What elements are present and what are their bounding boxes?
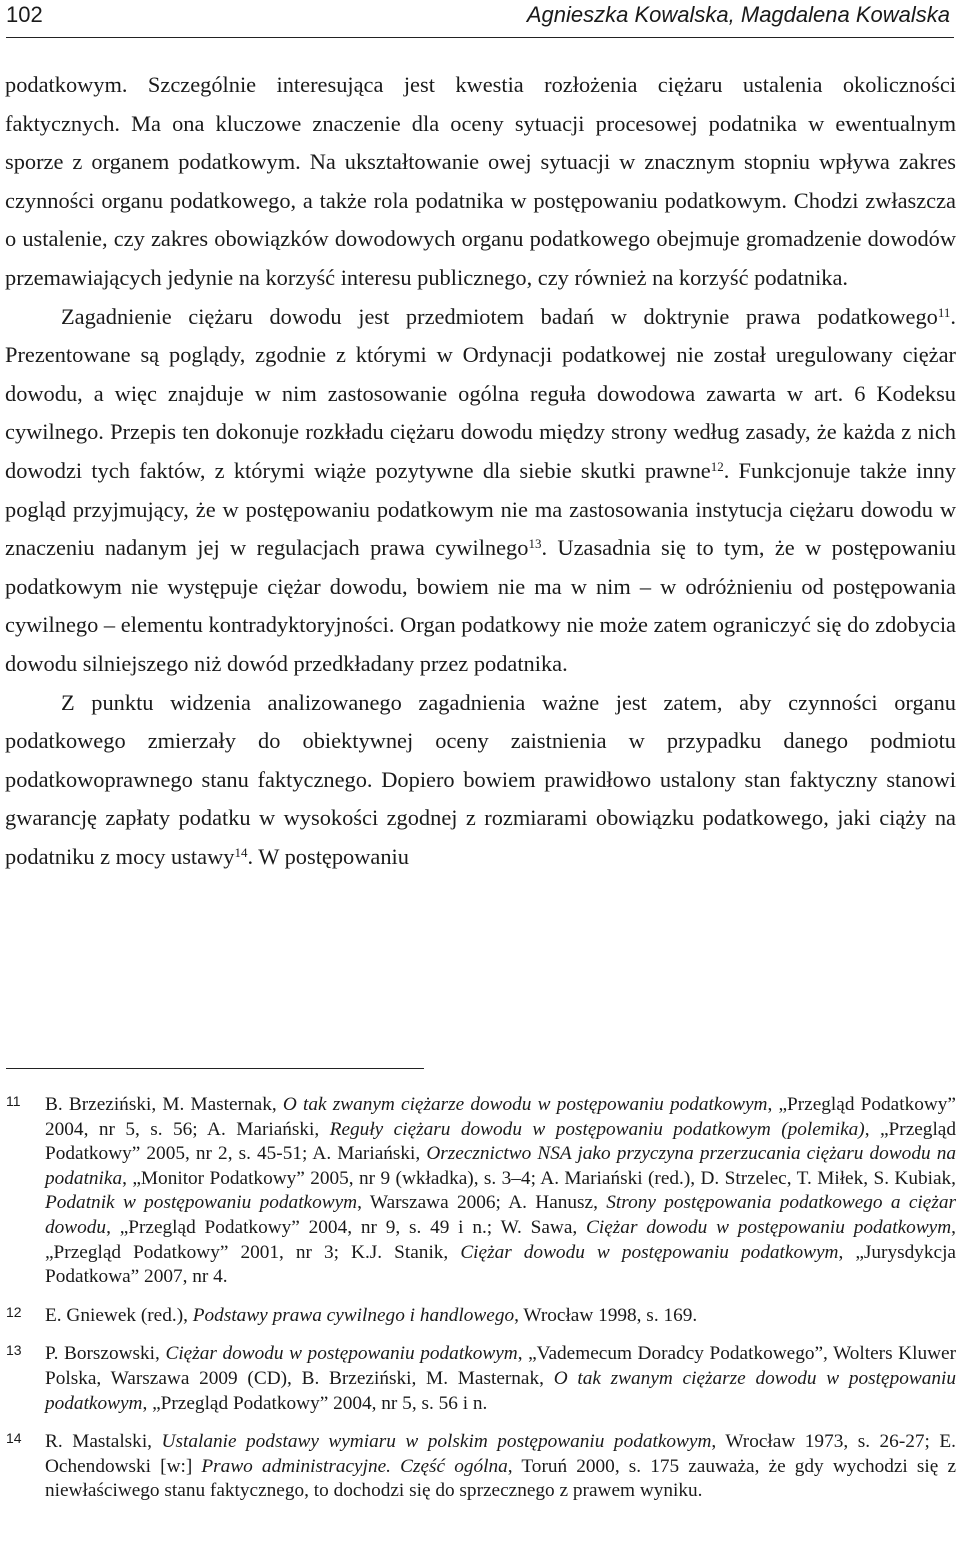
footnote-text-segment: , „Przegląd Podatkowy” 2005, nr 2, s. 45-51; A. Mariański, — [45, 1118, 957, 1165]
footnote-text-segment: , „Przegląd Podatkowy” 2004, nr 9, s. 49 i n.; W. Sawa, — [106, 1216, 587, 1238]
footnote-text-segment: E. Gniewek (red.), — [45, 1304, 193, 1326]
running-title: Agnieszka Kowalska, Magdalena Kowalska — [526, 2, 950, 27]
footnote-12 — [6, 1304, 956, 1329]
footnote-title-italic: Podstawy prawa cywilnego i handlowego — [192, 1304, 515, 1326]
footnote-number: 12 — [6, 1303, 22, 1320]
footnote-text-segment: P. Borszowski, — [45, 1343, 166, 1365]
footnote-number: 14 — [6, 1430, 22, 1447]
paragraph-3-part-b: . W postępowaniu — [247, 843, 409, 869]
footnote-ref-12[interactable]: 12 — [710, 458, 724, 474]
footnote-text-segment: B. Brzeziński, M. Masternak, — [45, 1094, 283, 1115]
footnote-title-italic: Strony postępowania podatkowego a ciężar dowodu — [45, 1192, 956, 1238]
footnote-title-italic: Orzecznictwo NSA jako przyczyna przerzucania ciężaru dowodu na podatnika — [45, 1143, 956, 1189]
footnote-text-segment: , „Przegląd Podatkowy” 2004, nr 5, s. 56; A. Mariański, — [45, 1094, 956, 1140]
paragraph-2-part-d: . Uzasadnia się to tym, że w postępowaniu podatkowym nie występuje ciężar dowodu, bowiem nie ma w nim – w odróżnieniu od postępowania cywilnego – elementu kontradyktoryjności. Organ podatkowy nie może zatem ograniczyć się do zdobycia dowodu silniejszego niż dowód przedkładany przez podatnika. — [5, 535, 956, 676]
footnote-title-italic: O tak zwanym ciężarze dowodu w postępowaniu podatkowym — [45, 1367, 956, 1414]
paragraph-2-part-b: . Prezentowane są poglądy, zgodnie z którymi w Ordynacji podatkowej nie został uregulowany ciężar dowodu, a więc znajduje w nim zastosowanie ogólna reguła dowodowa zawarta w art. 6 Kodeksu cywilnego. Przepis ten dokonuje rozkładu ciężaru dowodu między strony według zasady, że każda z nich dowodzi tych faktów, z którymi wiąże pozytywne dla siebie skutki prawne — [5, 303, 956, 483]
footnote-text — [45, 1093, 956, 1290]
footnote-title-italic: Ciężar dowodu w postępowaniu podatkowym — [165, 1343, 518, 1365]
footnote-number: 11 — [6, 1093, 21, 1109]
paragraph-1: podatkowym. Szczególnie interesująca jest kwestia rozłożenia ciężaru ustalenia okoliczności faktycznych. Ma ona kluczowe znaczenie dla oceny sytuacji procesowej podatnika w ewentualnym sporze z organem podatkowym. Na ukształtowanie owej sytuacji w znacznym stopniu wpływa zakres czynności organu podatkowego, a także rola podatnika w postępowaniu podatkowym. Chodzi zwłaszcza o ustalenie, czy zakres obowiązków dowodowych organu podatkowego obejmuje gromadzenie dowodów przemawiających jedynie na korzyść interesu publicznego, czy również na korzyść podatnika. — [5, 72, 956, 290]
footnote-title-italic: Ustalanie podstawy wymiaru w polskim postępowaniu podatkowym — [161, 1431, 712, 1453]
footnote-text-segment: , Warszawa 2006; A. Hanusz, — [357, 1192, 607, 1214]
footnote-11 — [6, 1093, 956, 1290]
footnote-text-segment: , „Przegląd Podatkowy” 2001, nr 3; K.J. Stanik, — [45, 1216, 956, 1263]
paragraph-3-part-a: Z punktu widzenia analizowanego zagadnienia ważne jest zatem, aby czynności organu podatkowego zmierzały do obiektywnej oceny zaistnienia w przypadku danego podmiotu podatkowoprawnego stanu faktycznego. Dopiero bowiem prawidłowo ustalony stan faktyczny stanowi gwarancję zapłaty podatku w wysokości zgodnej z rozmiarami obowiązku podatkowego, jaki ciąży na podatniku z mocy ustawy — [5, 689, 956, 869]
footnotes-section — [6, 1083, 956, 1518]
footnote-text-segment: , Toruń 2000, s. 175 zauważa, że gdy wychodzi się z niewłaściwego stanu faktycznego, to dochodzi się do sprzecznego z prawem wyniku. — [45, 1455, 956, 1502]
page-header — [6, 0, 954, 38]
footnote-ref-13[interactable]: 13 — [528, 535, 542, 551]
footnote-14 — [6, 1430, 956, 1504]
footnote-title-italic: Ciężar dowodu w postępowaniu podatkowym — [460, 1241, 839, 1263]
footnote-ref-14[interactable]: 14 — [234, 844, 248, 860]
footnote-text-segment: R. Mastalski, — [45, 1431, 162, 1453]
footnote-title-italic: Podatnik w postępowaniu podatkowym — [45, 1192, 358, 1214]
footnote-text-segment: , „Vademecum Doradcy Podatkowego”, Wolters Kluwer Polska, Warszawa 2009 (CD), B. Brzeziński, M. Masternak, — [45, 1343, 956, 1389]
footnote-text — [45, 1304, 956, 1329]
footnote-title-italic: Reguły ciężaru dowodu w postępowaniu podatkowym (polemika) — [329, 1118, 865, 1140]
paragraph-2-part-c: . Funkcjonuje także inny pogląd przyjmujący, że w postępowaniu podatkowym nie ma zastosowania instytucja ciężaru dowodu w znaczeniu nadanym jej w regulacjach prawa cywilnego — [5, 457, 956, 561]
paragraph-2 — [5, 298, 956, 684]
footnote-text-segment: , „Przegląd Podatkowy” 2004, nr 5, s. 56 i n. — [142, 1392, 488, 1414]
footnote-title-italic: Ciężar dowodu w postępowaniu podatkowym — [586, 1216, 952, 1238]
footnote-text — [45, 1430, 956, 1504]
main-text — [5, 66, 956, 876]
footnote-text-segment: , Wrocław 1998, s. 169. — [514, 1304, 698, 1326]
footnote-13 — [6, 1342, 956, 1416]
footnote-text-segment: , „Monitor Podatkowy” 2005, nr 9 (wkładka), s. 3–4; A. Mariański (red.), D. Strzelec, T. Miłek, S. Kubiak, — [122, 1167, 956, 1189]
footnote-text-segment: , Wrocław 1973, s. 26-27; E. Ochendowski [w:] — [45, 1431, 956, 1477]
paragraph-2-part-a: Zagadnienie ciężaru dowodu jest przedmiotem badań w doktrynie prawa podatkowego — [61, 303, 938, 329]
paragraph-3 — [5, 684, 956, 877]
footnote-text — [45, 1342, 956, 1416]
footnote-number: 13 — [6, 1342, 22, 1359]
page-number: 102 — [6, 2, 43, 27]
footnote-divider — [6, 1068, 424, 1069]
footnote-title-italic: O tak zwanym ciężarze dowodu w postępowaniu podatkowym — [282, 1094, 768, 1115]
footnote-text-segment: , „Jurysdykcja Podatkowa” 2007, nr 4. — [45, 1241, 956, 1288]
footnote-ref-11[interactable]: 11 — [937, 304, 951, 320]
footnote-title-italic: Prawo administracyjne. Część ogólna — [201, 1455, 508, 1477]
